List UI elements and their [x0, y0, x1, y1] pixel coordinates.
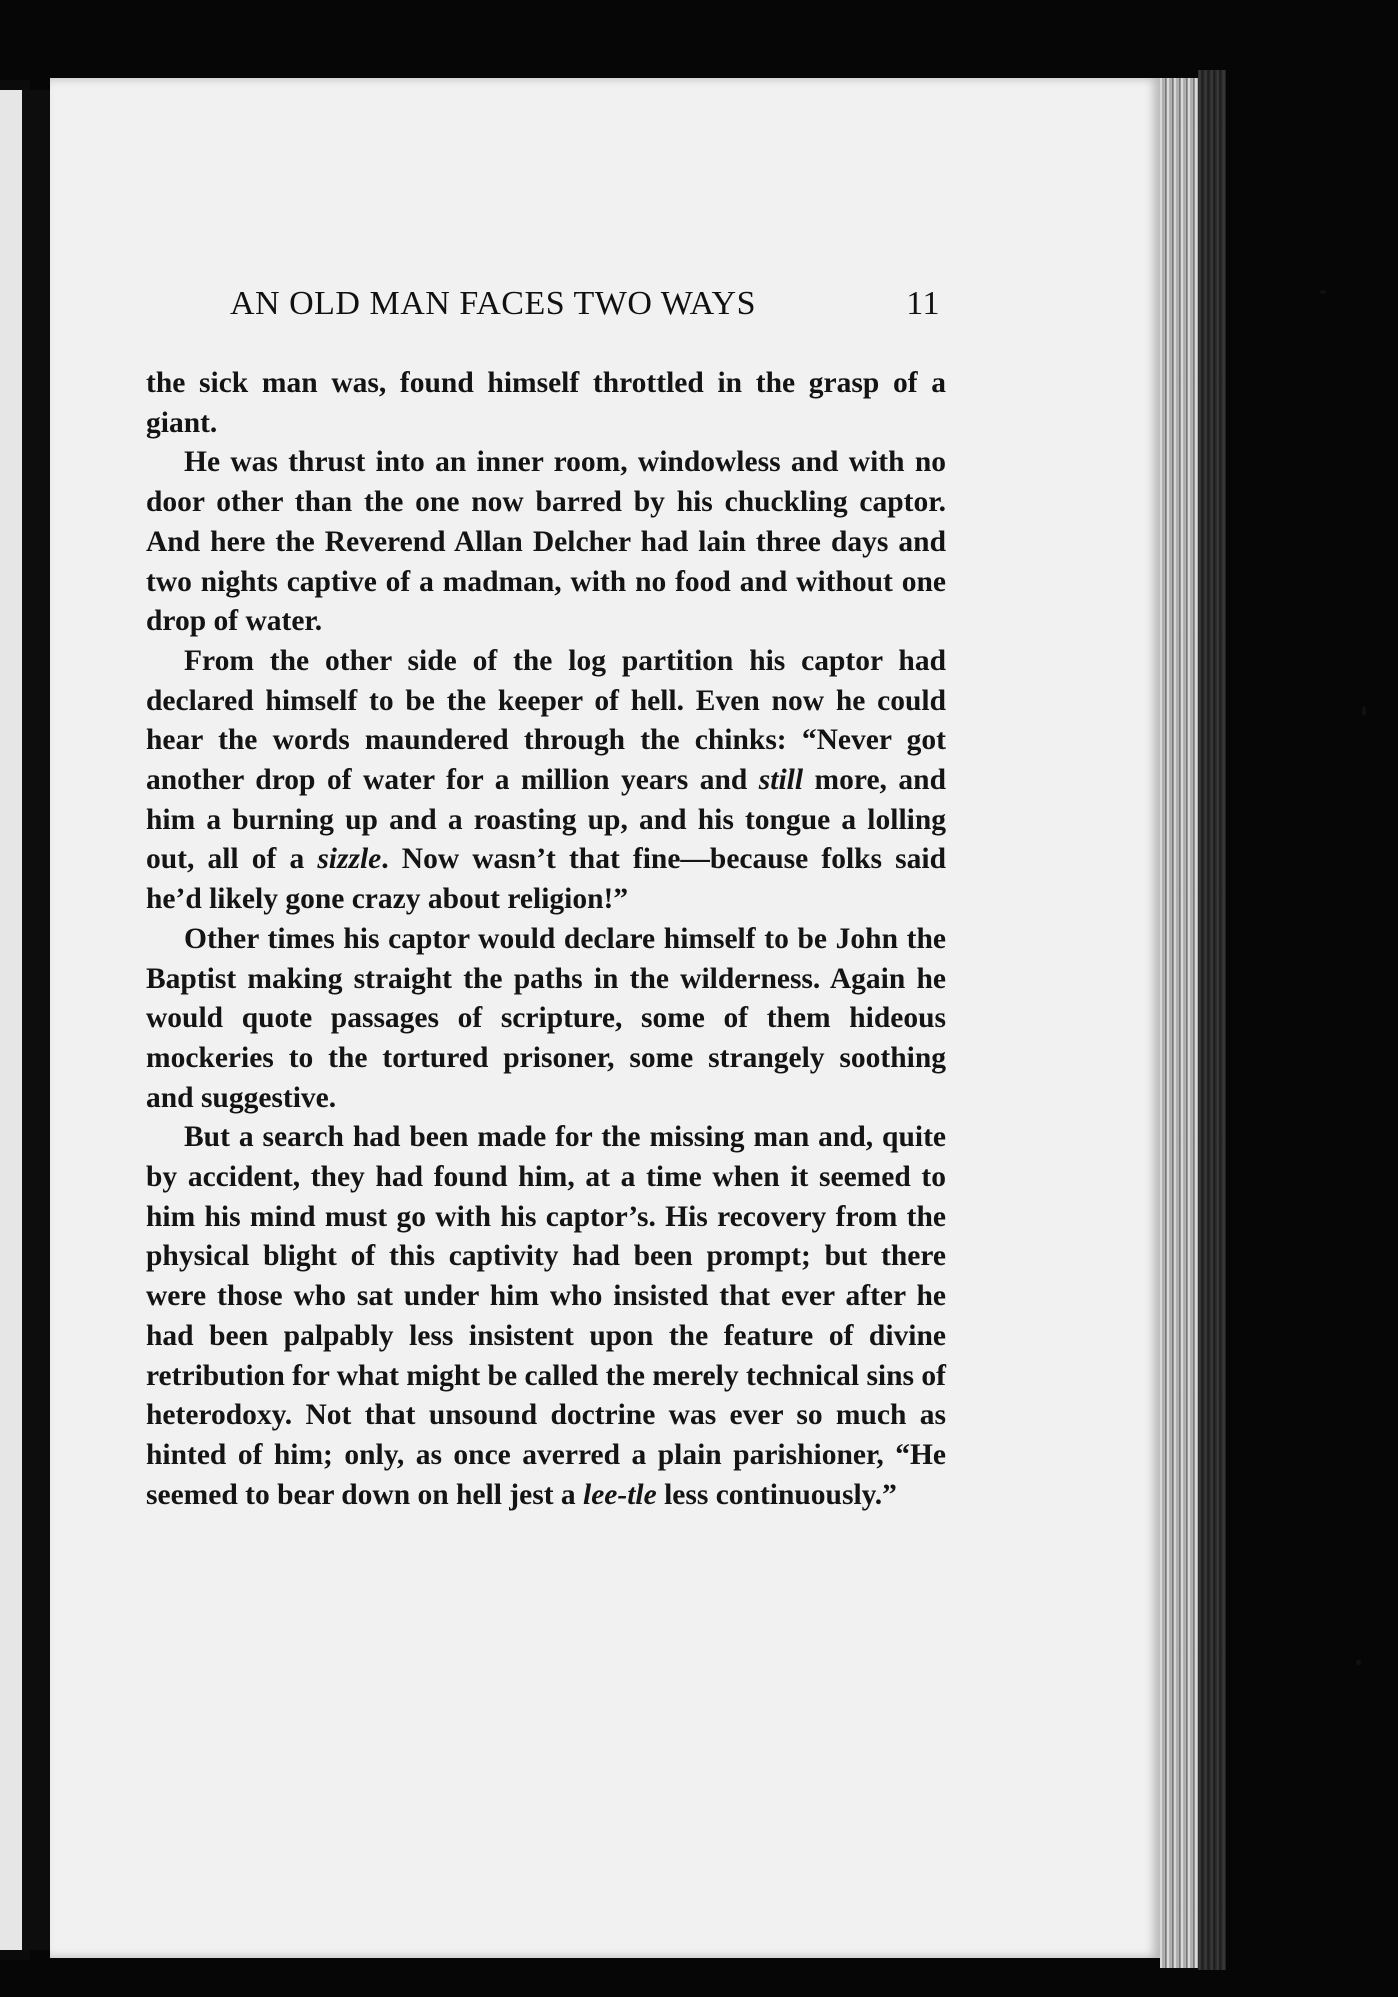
text-run: But a search had been made for the missing man and, quite by accident, they had found him, at a time when it seemed to him his mind must go with his captor’s. His recovery from the physical blight of this captivity had been prompt; but there were those who sat under him who insisted that ever after he had been palpably less insistent upon the feature of divine retribution for what might be called the merely technical sins of heterodoxy. Not that unsound doctrine was ever so much as hinted of him; only, as once averred a plain parishioner, “He seemed to bear down on hell jest a — [146, 1121, 946, 1511]
book-cover-edge — [1198, 70, 1226, 1970]
scan-speck — [1320, 290, 1326, 294]
italic-text: sizzle — [317, 843, 382, 876]
book-gutter — [22, 90, 50, 1950]
italic-text: lee-tle — [583, 1478, 657, 1511]
text-run: more, and him a burning up and a roasting up, and his tongue a lolling out, all of a — [146, 764, 946, 876]
page-number: 11 — [906, 285, 940, 322]
text-run: the sick man was, found himself throttled in the grasp of a giant. — [146, 367, 946, 439]
text-run: From the other side of the log partition his captor had declared himself to be the keeper of hell. Even now he could hear the words maundered through the chinks: “Never got another drop of water for a million years and — [146, 644, 946, 797]
facing-page-edge — [0, 90, 22, 1950]
paragraph — [146, 1118, 946, 1515]
text-run: less continuously.” — [656, 1478, 897, 1511]
paragraph — [146, 443, 946, 642]
page-edges — [1160, 78, 1198, 1968]
paragraph — [146, 642, 946, 920]
running-header — [230, 285, 945, 335]
text-run: Other times his captor would declare himself to be John the Baptist making straight the paths in the wilderness. Again he would quote passages of scripture, some of them hideous mockeries to the tortured prisoner, some strangely soothing and suggestive. — [146, 922, 946, 1114]
running-head-title: AN OLD MAN FACES TWO WAYS — [230, 285, 757, 322]
text-run: . Now wasn’t that fine—because folks said he’d likely gone crazy about religion!” — [146, 843, 946, 916]
italic-text: still — [758, 764, 804, 797]
text-run: He was thrust into an inner room, windowless and with no door other than the one now barred by his chuckling captor. And here the Reverend Allan Delcher had lain three days and two nights captive of a madman, with no food and without one drop of water. — [146, 446, 946, 638]
scan-speck — [1356, 1660, 1361, 1665]
body-text — [146, 364, 946, 1515]
paragraph — [146, 364, 946, 443]
scan-speck — [1362, 706, 1366, 716]
paragraph — [146, 920, 946, 1119]
